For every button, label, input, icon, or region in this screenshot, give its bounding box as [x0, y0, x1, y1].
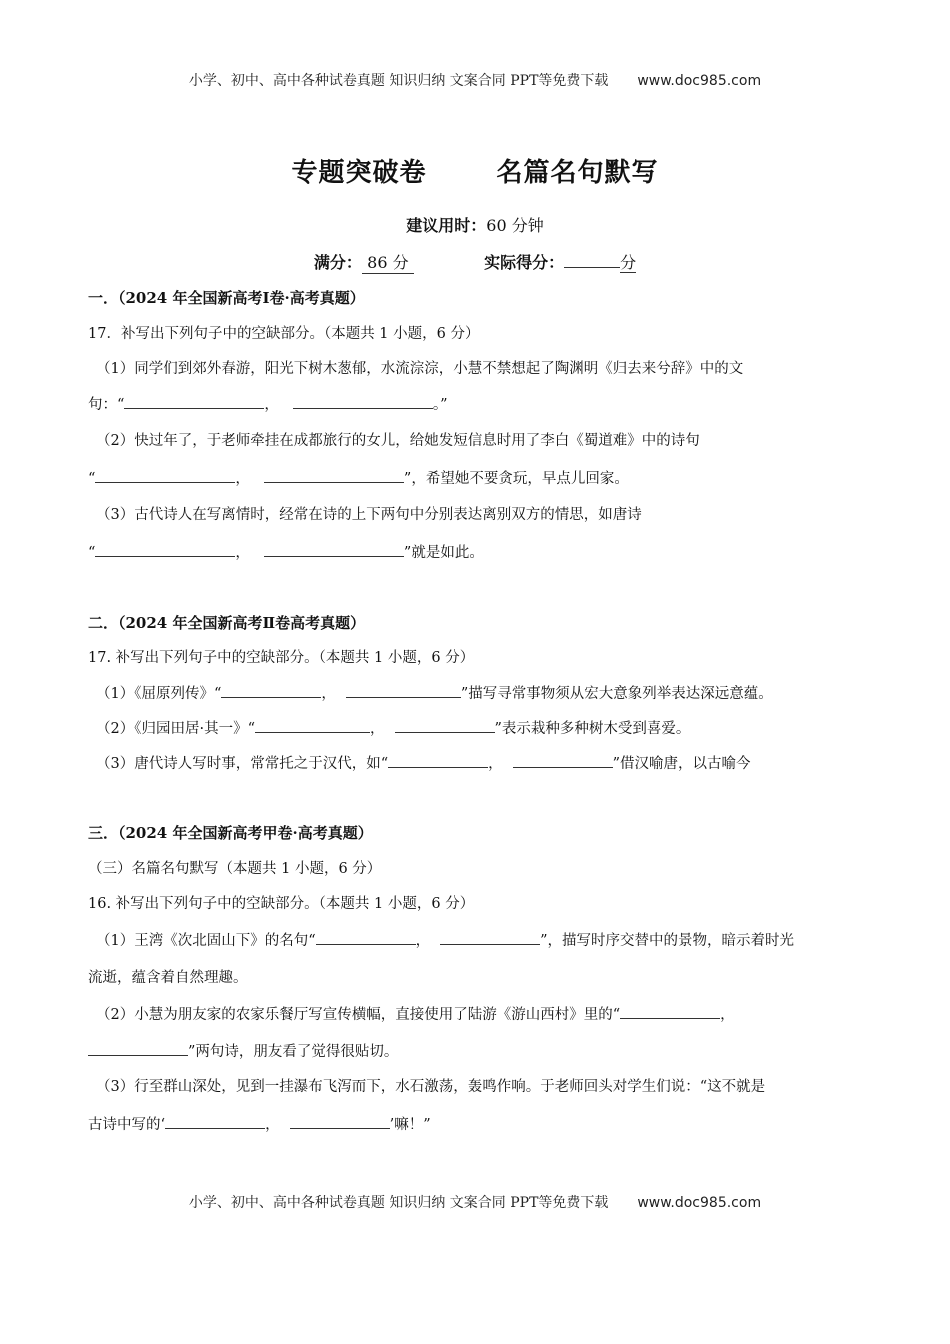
s1-p1-line1: （1）同学们到郊外春游，阳光下树木葱郁，水流淙淙，小慧不禁想起了陶渊明《归去来兮辞》中的文	[96, 361, 744, 377]
s3-question: 16. 补写出下列句子中的空缺部分。（本题共 1 小题，6 分）	[88, 896, 475, 912]
section-1-heading: 一．（2024 年全国新高考Ⅰ卷·高考真题）	[88, 289, 365, 307]
s1-p3-line2: “ ， ”就是如此。	[88, 541, 484, 562]
actual-score-label: 实际得分：	[484, 253, 565, 272]
answer-blank[interactable]	[95, 468, 235, 483]
s2-p3: （3）唐代诗人写时事，常常托之于汉代，如“ ， ”借汉喻唐，以古喻今	[96, 752, 751, 773]
s1-p2-line2: “ ， ”，希望她不要贪玩，早点儿回家。	[88, 467, 629, 488]
page-header	[0, 70, 950, 90]
answer-blank[interactable]	[165, 1114, 265, 1129]
s2-p2: （2）《归园田居·其一》“ ， ”表示栽种多种树木受到喜爱。	[96, 717, 690, 738]
suggested-time	[0, 213, 950, 236]
time-value: 60 分钟	[486, 216, 544, 235]
s3-p3-line2: 古诗中写的‘ ， ’嘛！”	[88, 1113, 431, 1134]
section-2-heading: 二．（2024 年全国新高考Ⅱ卷高考真题）	[88, 614, 366, 632]
actual-score-unit: 分	[620, 253, 637, 272]
header-text: 小学、初中、高中各种试卷真题 知识归纳 文案合同 PPT等免费下载	[188, 73, 609, 89]
answer-blank[interactable]	[264, 468, 404, 483]
answer-blank[interactable]	[346, 683, 461, 698]
full-score-label: 满分：	[313, 253, 362, 272]
answer-blank[interactable]	[290, 1114, 390, 1129]
actual-score-field[interactable]	[564, 267, 620, 268]
s3-subheading: （三）名篇名句默写（本题共 1 小题，6 分）	[88, 861, 382, 877]
answer-blank[interactable]	[124, 394, 264, 409]
answer-blank[interactable]	[255, 718, 370, 733]
answer-blank[interactable]	[95, 542, 235, 557]
footer-site-link[interactable]: www.doc985.com	[637, 1195, 762, 1211]
s2-question: 17. 补写出下列句子中的空缺部分。（本题共 1 小题，6 分）	[88, 650, 475, 666]
title-right: 名篇名句默写	[496, 158, 659, 188]
section-3-heading: 三．（2024 年全国新高考甲卷·高考真题）	[88, 824, 373, 842]
s1-question: 17．补写出下列句子中的空缺部分。（本题共 1 小题，6 分）	[88, 326, 480, 342]
answer-blank[interactable]	[88, 1041, 188, 1056]
answer-blank[interactable]	[395, 718, 495, 733]
header-site-link[interactable]: www.doc985.com	[637, 73, 762, 89]
s1-p2-line1: （2）快过年了，于老师牵挂在成都旅行的女儿，给她发短信息时用了李白《蜀道难》中的诗句	[96, 433, 700, 449]
page-footer	[0, 1192, 950, 1212]
s3-p3-line1: （3）行至群山深处，见到一挂瀑布飞泻而下，水石激荡，轰鸣作响。于老师回头对学生们说：“这不就是	[96, 1079, 766, 1095]
s1-p3-line1: （3）古代诗人在写离情时，经常在诗的上下两句中分别表达离别双方的情思，如唐诗	[96, 507, 642, 523]
title-left: 专题突破卷	[291, 158, 427, 188]
answer-blank[interactable]	[293, 394, 433, 409]
answer-blank[interactable]	[221, 683, 321, 698]
answer-blank[interactable]	[513, 753, 613, 768]
answer-blank[interactable]	[620, 1004, 720, 1019]
s3-p1-line2: 流逝，蕴含着自然理趣。	[88, 970, 248, 986]
s2-p1: （1）《屈原列传》“ ， ”描写寻常事物须从宏大意象列举表达深远意蕴。	[96, 682, 773, 703]
s3-p2-line2: ”两句诗，朋友看了觉得很贴切。	[88, 1040, 398, 1061]
answer-blank[interactable]	[440, 930, 540, 945]
full-score-value: 86 分	[362, 250, 414, 274]
footer-text: 小学、初中、高中各种试卷真题 知识归纳 文案合同 PPT等免费下载	[188, 1195, 609, 1211]
s3-p2-line1: （2）小慧为朋友家的农家乐餐厅写宣传横幅，直接使用了陆游《游山西村》里的“ ，	[96, 1003, 735, 1024]
s1-p1-line2: 句：“ ， 。”	[88, 393, 448, 414]
answer-blank[interactable]	[388, 753, 488, 768]
s3-p1-line1: （1）王湾《次北固山下》的名句“ ， ”，描写时序交替中的景物，暗示着时光	[96, 929, 794, 950]
answer-blank[interactable]	[316, 930, 416, 945]
page-title	[0, 152, 950, 189]
answer-blank[interactable]	[264, 542, 404, 557]
time-label: 建议用时：	[406, 216, 487, 235]
score-line	[0, 250, 950, 274]
